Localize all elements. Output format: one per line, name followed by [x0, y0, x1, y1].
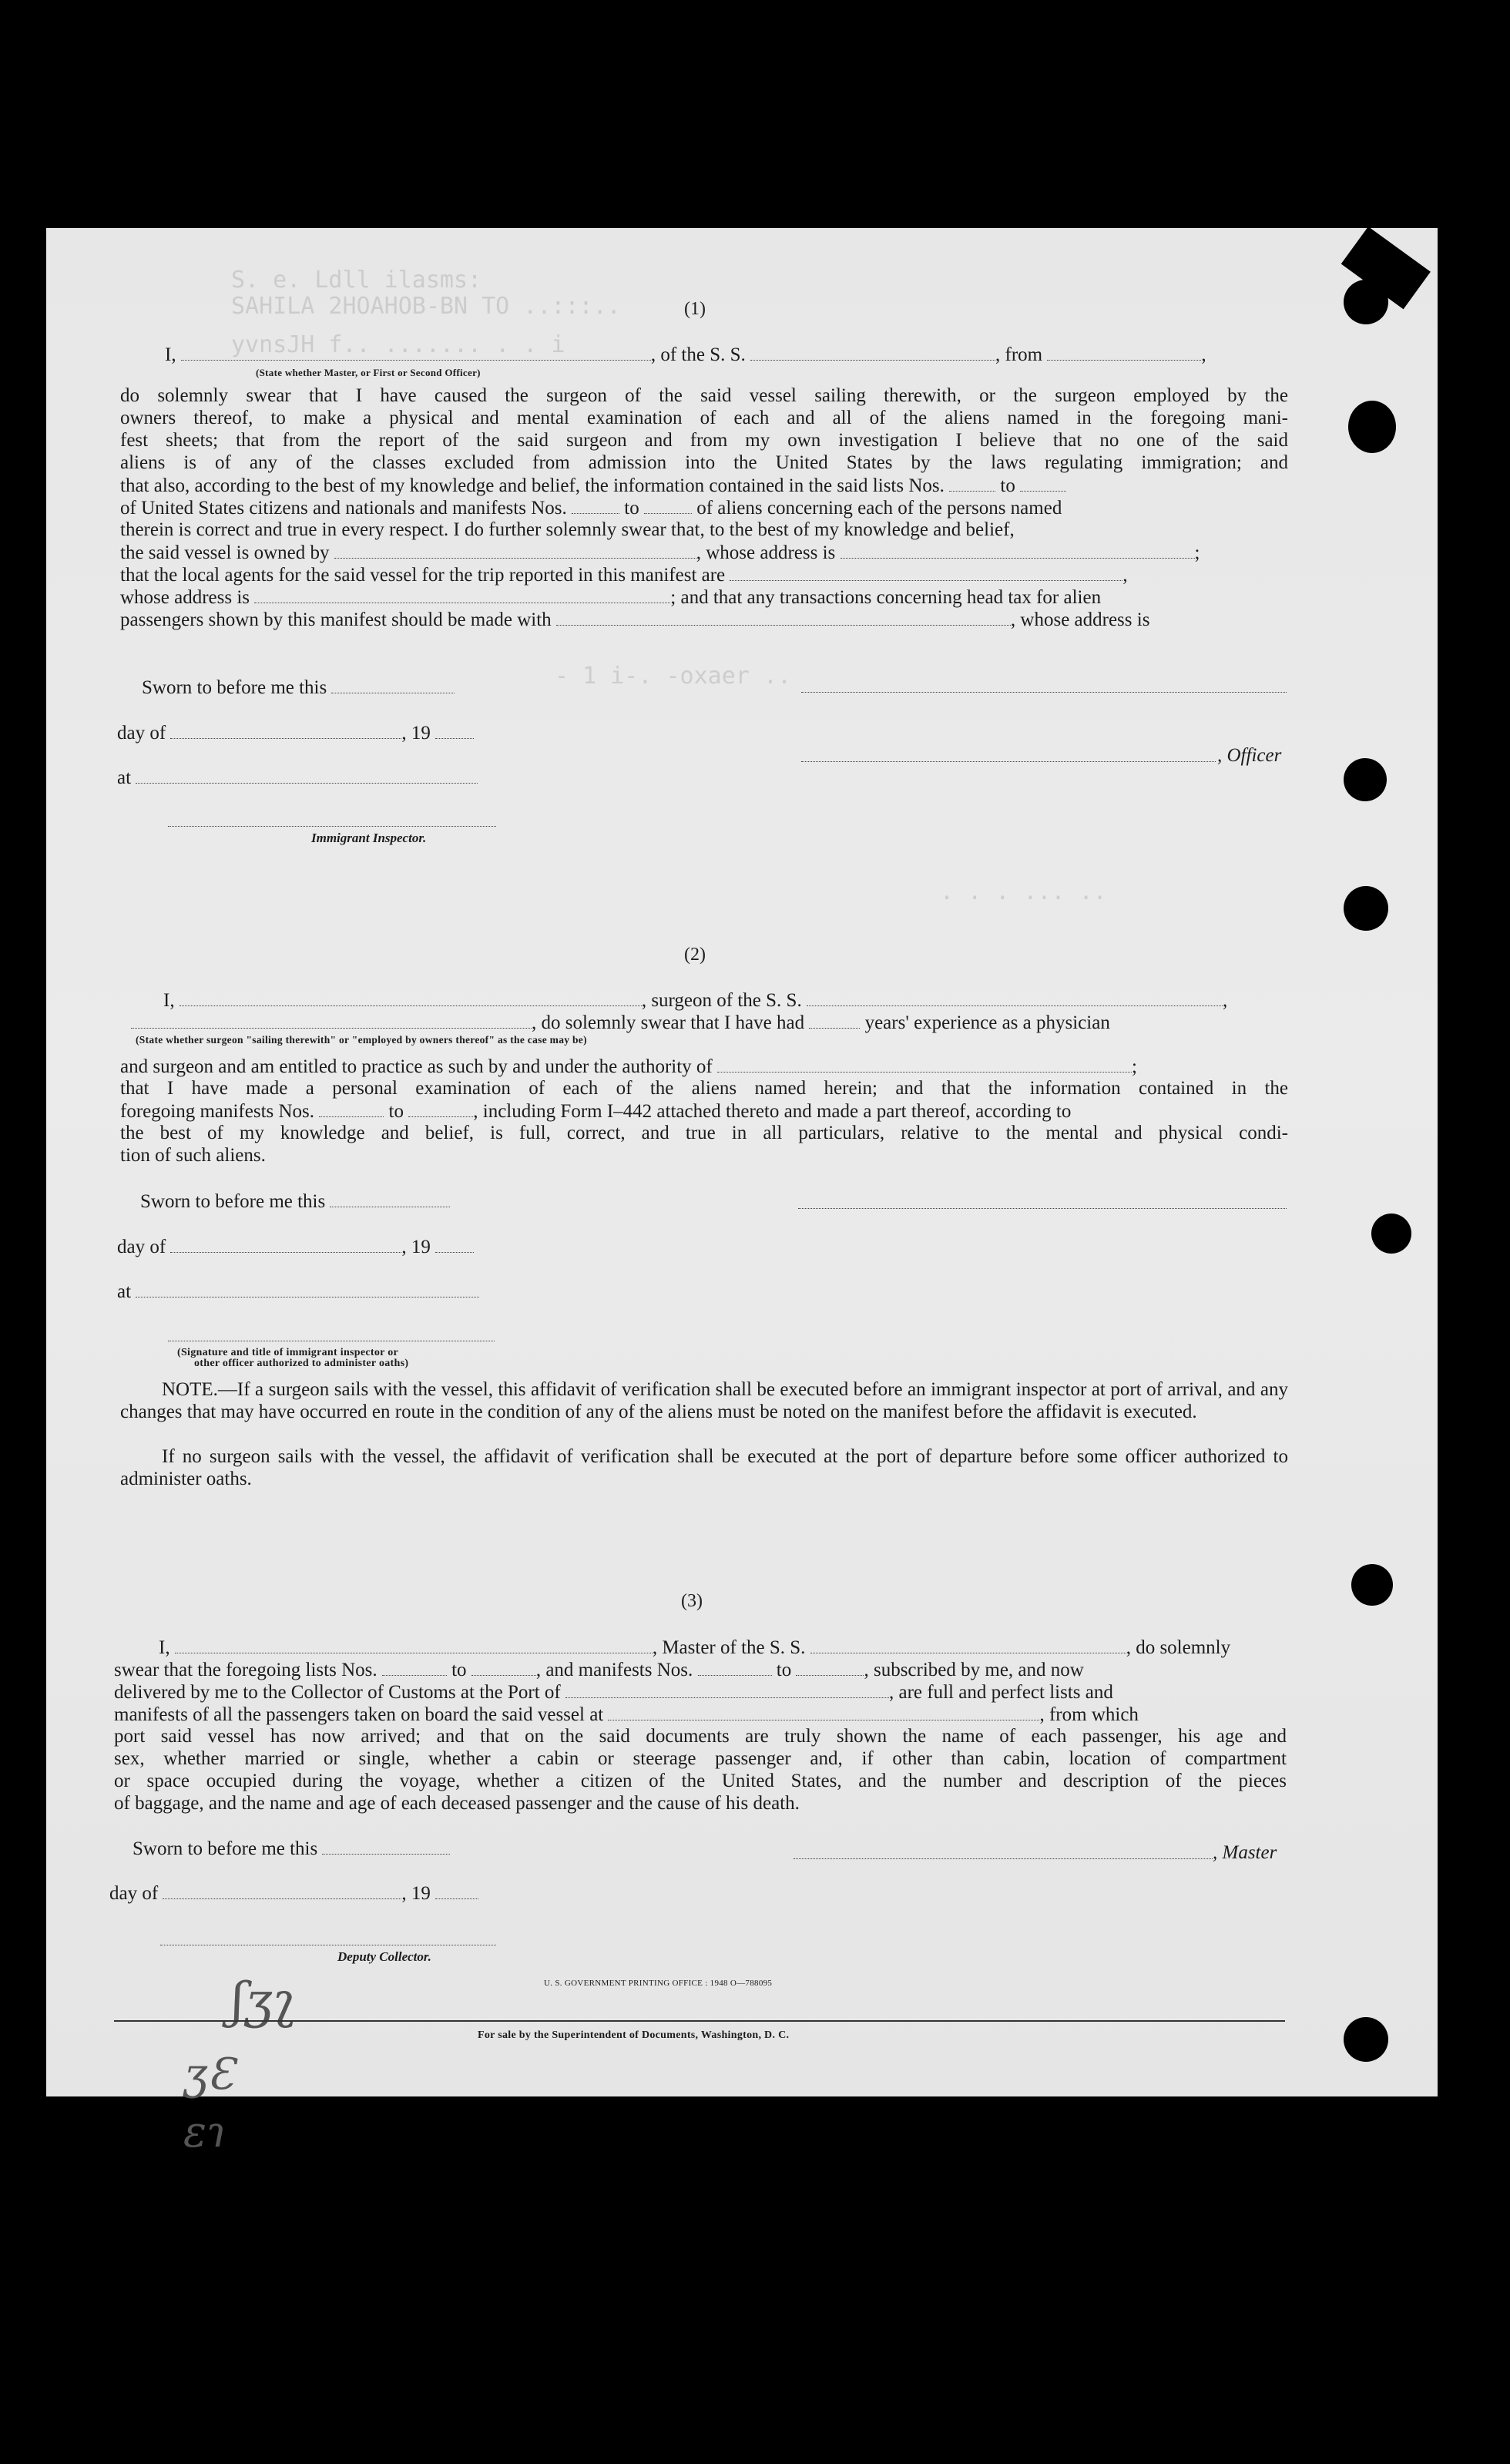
departure-port-field[interactable]	[1047, 344, 1201, 361]
s1-line-11: passengers shown by this manifest should be made with , whose address is	[120, 609, 1150, 630]
s3-month-field[interactable]	[163, 1883, 401, 1899]
s2-year-field[interactable]	[435, 1237, 474, 1253]
s1-body-line-4: aliens is of any of the classes excluded from admission into the United States by the laws regulating immigration; and	[120, 452, 1288, 473]
s2-place-field[interactable]	[136, 1281, 479, 1297]
s1-officer-signature-line[interactable]	[801, 692, 1287, 693]
bleed-through-text: - 1 i-. -oxaer ..	[555, 663, 792, 690]
note-paragraph-1: NOTE.—If a surgeon sails with the vessel, this affidavit of verification shall be executed before an immigrant inspector at port of arrival, and any changes that may have occurred en route in the condition of any of the aliens must be noted on the manifest before the affidavit is executed.	[120, 1379, 1288, 1422]
s1-year-field[interactable]	[435, 723, 474, 739]
s3-line-1: I, , Master of the S. S. , do solemnly	[159, 1637, 1231, 1658]
master-name-field[interactable]	[175, 1637, 653, 1653]
s1-body-line-1: do solemnly swear that I have caused the surgeon of the said vessel sailing therewith, or the surgeon employed by the	[120, 385, 1288, 406]
s2-month-field[interactable]	[170, 1237, 401, 1253]
s2-vessel-name-field[interactable]	[807, 990, 1223, 1006]
s3-line-8: of baggage, and the name and age of each deceased passenger and the cause of his death.	[114, 1793, 800, 1814]
manifests-to-field[interactable]	[644, 498, 692, 514]
port-of-embarkation-field[interactable]	[608, 1704, 1039, 1720]
s3-sworn-date-field[interactable]	[322, 1838, 450, 1855]
s3-line-2: swear that the foregoing lists Nos. to , and manifests Nos. to , subscribed by me, and now	[114, 1660, 1084, 1680]
punch-hole	[1351, 1564, 1393, 1606]
s1-sworn-line: Sworn to before me this	[142, 676, 455, 700]
port-of-arrival-field[interactable]	[565, 1682, 889, 1698]
s3-manifests-from-field[interactable]	[698, 1660, 772, 1676]
s3-manifests-to-field[interactable]	[796, 1660, 864, 1676]
s1-line-1: I, , of the S. S. , from ,	[165, 344, 1206, 365]
s2-caption: (State whether surgeon "sailing therewith" or "employed by owners thereof" as the case may be)	[136, 1034, 587, 1046]
s3-lists-from-field[interactable]	[382, 1660, 447, 1676]
vessel-name-field[interactable]	[750, 344, 995, 361]
punch-hole	[1371, 1214, 1411, 1254]
s2-at-line: at	[117, 1281, 479, 1304]
punch-hole	[1344, 886, 1388, 931]
s3-day-line: day of , 19	[109, 1882, 478, 1905]
s2-line-6: the best of my knowledge and belief, is full, correct, and true in all particulars, relative to the mental and physical condi-	[120, 1123, 1288, 1143]
master-signature-line[interactable]	[794, 1858, 1213, 1859]
s1-place-field[interactable]	[136, 767, 478, 784]
immigrant-inspector-signature-line[interactable]	[168, 826, 496, 827]
immigrant-inspector-label: Immigrant Inspector.	[311, 831, 427, 845]
handwritten-mark: ʒƐ	[183, 2049, 235, 2100]
punch-hole	[1348, 401, 1396, 453]
surgeon-status-field[interactable]	[131, 1012, 532, 1029]
s2-day-line: day of , 19	[117, 1236, 474, 1259]
s2-line-2: , do solemnly swear that I have had years' experience as a physician	[131, 1012, 1110, 1035]
master-label: , Master	[1213, 1842, 1277, 1863]
s2-line-1: I, , surgeon of the S. S. ,	[163, 990, 1228, 1011]
officer-label: , Officer	[1217, 745, 1282, 766]
s3-year-field[interactable]	[435, 1883, 478, 1899]
officer-name-field[interactable]	[181, 344, 651, 361]
punch-hole	[1351, 2163, 1390, 2201]
s3-body-line-3: or space occupied during the voyage, whether a citizen of the United States, and the number and description of the pieces	[114, 1771, 1287, 1791]
s1-month-field[interactable]	[170, 723, 401, 739]
s1-line-9: that the local agents for the said vessel for the trip reported in this manifest are ,	[120, 565, 1128, 586]
s1-body-line-2: owners thereof, to make a physical and mental examination of each and all of the aliens named in the foregoing mani-	[120, 408, 1288, 428]
local-agents-field[interactable]	[730, 565, 1122, 581]
agents-address-field[interactable]	[254, 587, 670, 603]
head-tax-agent-field[interactable]	[556, 609, 1011, 626]
s2-signature-caption-2: other officer authorized to administer oaths)	[194, 1358, 409, 1369]
s2-line-7: tion of such aliens.	[120, 1145, 266, 1166]
s1-sworn-date-field[interactable]	[331, 677, 455, 693]
s3-body-line-2: sex, whether married or single, whether a cabin or steerage passenger and, if other than cabin, location of compartment	[114, 1748, 1287, 1769]
s3-line-4: manifests of all the passengers taken on board the said vessel at , from which	[114, 1704, 1139, 1725]
practice-authority-field[interactable]	[717, 1056, 1132, 1073]
handwritten-mark: ʃʒʅ	[231, 1972, 297, 2029]
s1-at-line: at	[117, 767, 478, 790]
deputy-collector-label: Deputy Collector.	[337, 1949, 431, 1964]
punch-hole	[1344, 758, 1387, 801]
s3-body-line-1: port said vessel has now arrived; and that on the said documents are truly shown the name of each passenger, his age and	[114, 1726, 1287, 1747]
s2-line-4: that I have made a personal examination of each of the aliens named herein; and that the information contained in the	[120, 1078, 1288, 1099]
s2-line-5: foregoing manifests Nos. to , including Form I–442 attached thereto and made a part thereof, according to	[120, 1101, 1072, 1122]
handwritten-mark: ɛɿ	[183, 2107, 226, 2157]
s2-sworn-date-field[interactable]	[330, 1191, 450, 1207]
s1-line-5: that also, according to the best of my knowledge and belief, the information contained in the said lists Nos. to	[120, 475, 1066, 498]
s2-line-3: and surgeon and am entitled to practice as such by and under the authority of ;	[120, 1056, 1137, 1077]
manifests-from-field[interactable]	[572, 498, 619, 514]
section-2-number: (2)	[684, 945, 706, 965]
punch-hole	[1344, 280, 1388, 324]
bleed-through-text: yvnsJH f.. ....... . . i	[231, 331, 565, 358]
note-paragraph-2: If no surgeon sails with the vessel, the affidavit of verification shall be executed at the port of departure before some officer authorized to administer oaths.	[120, 1446, 1288, 1489]
s1-line-8: the said vessel is owned by , whose address is ;	[120, 542, 1200, 563]
s1-caption: (State whether Master, or First or Second Officer)	[256, 367, 481, 378]
s3-vessel-name-field[interactable]	[810, 1637, 1126, 1653]
s1-officer-name-line[interactable]	[801, 761, 1216, 762]
footer-rule	[114, 2020, 1285, 2022]
lists-to-field[interactable]	[1020, 475, 1066, 492]
vessel-owner-field[interactable]	[334, 542, 696, 559]
section-1-number: (1)	[684, 299, 706, 319]
sale-notice: For sale by the Superintendent of Documents, Washington, D. C.	[478, 2029, 790, 2041]
s1-line-10: whose address is ; and that any transactions concerning head tax for alien	[120, 587, 1102, 608]
s3-line-3: delivered by me to the Collector of Customs at the Port of , are full and perfect lists and	[114, 1682, 1113, 1703]
s3-lists-to-field[interactable]	[471, 1660, 536, 1676]
s1-line-7: therein is correct and true in every respect. I do further solemnly swear that, to the best of my knowledge and belief,	[120, 519, 1015, 540]
punch-hole	[1344, 2017, 1388, 2062]
section-3-number: (3)	[681, 1591, 703, 1611]
s1-day-line: day of , 19	[117, 722, 474, 745]
s2-signature-caption-1: (Signature and title of immigrant inspector or	[177, 1347, 399, 1358]
s1-body-line-3: fest sheets; that from the report of the said surgeon and from my own investigation I believe that no one of the said	[120, 430, 1288, 451]
s1-line-6: of United States citizens and nationals and manifests Nos. to of aliens concerning each of the persons named	[120, 498, 1062, 519]
s2-sworn-line: Sworn to before me this	[140, 1190, 450, 1214]
owner-address-field[interactable]	[841, 542, 1195, 559]
gpo-imprint: U. S. GOVERNMENT PRINTING OFFICE : 1948 O—788095	[544, 1979, 773, 1988]
surgeon-signature-line[interactable]	[798, 1208, 1287, 1209]
bleed-through-text: SAHILA 2HOAHOB-BN TO ..:::..	[231, 293, 621, 320]
surgeon-name-field[interactable]	[180, 990, 642, 1006]
s3-sworn-line: Sworn to before me this	[133, 1838, 450, 1861]
years-experience-field[interactable]	[809, 1012, 860, 1029]
lists-from-field[interactable]	[949, 475, 995, 492]
s2-manifests-from-field[interactable]	[319, 1101, 384, 1117]
bleed-through-text: S. e. Ldll ilasms:	[231, 267, 482, 294]
bleed-through-text: . . . ... ..	[940, 878, 1107, 905]
s2-manifests-to-field[interactable]	[408, 1101, 473, 1117]
